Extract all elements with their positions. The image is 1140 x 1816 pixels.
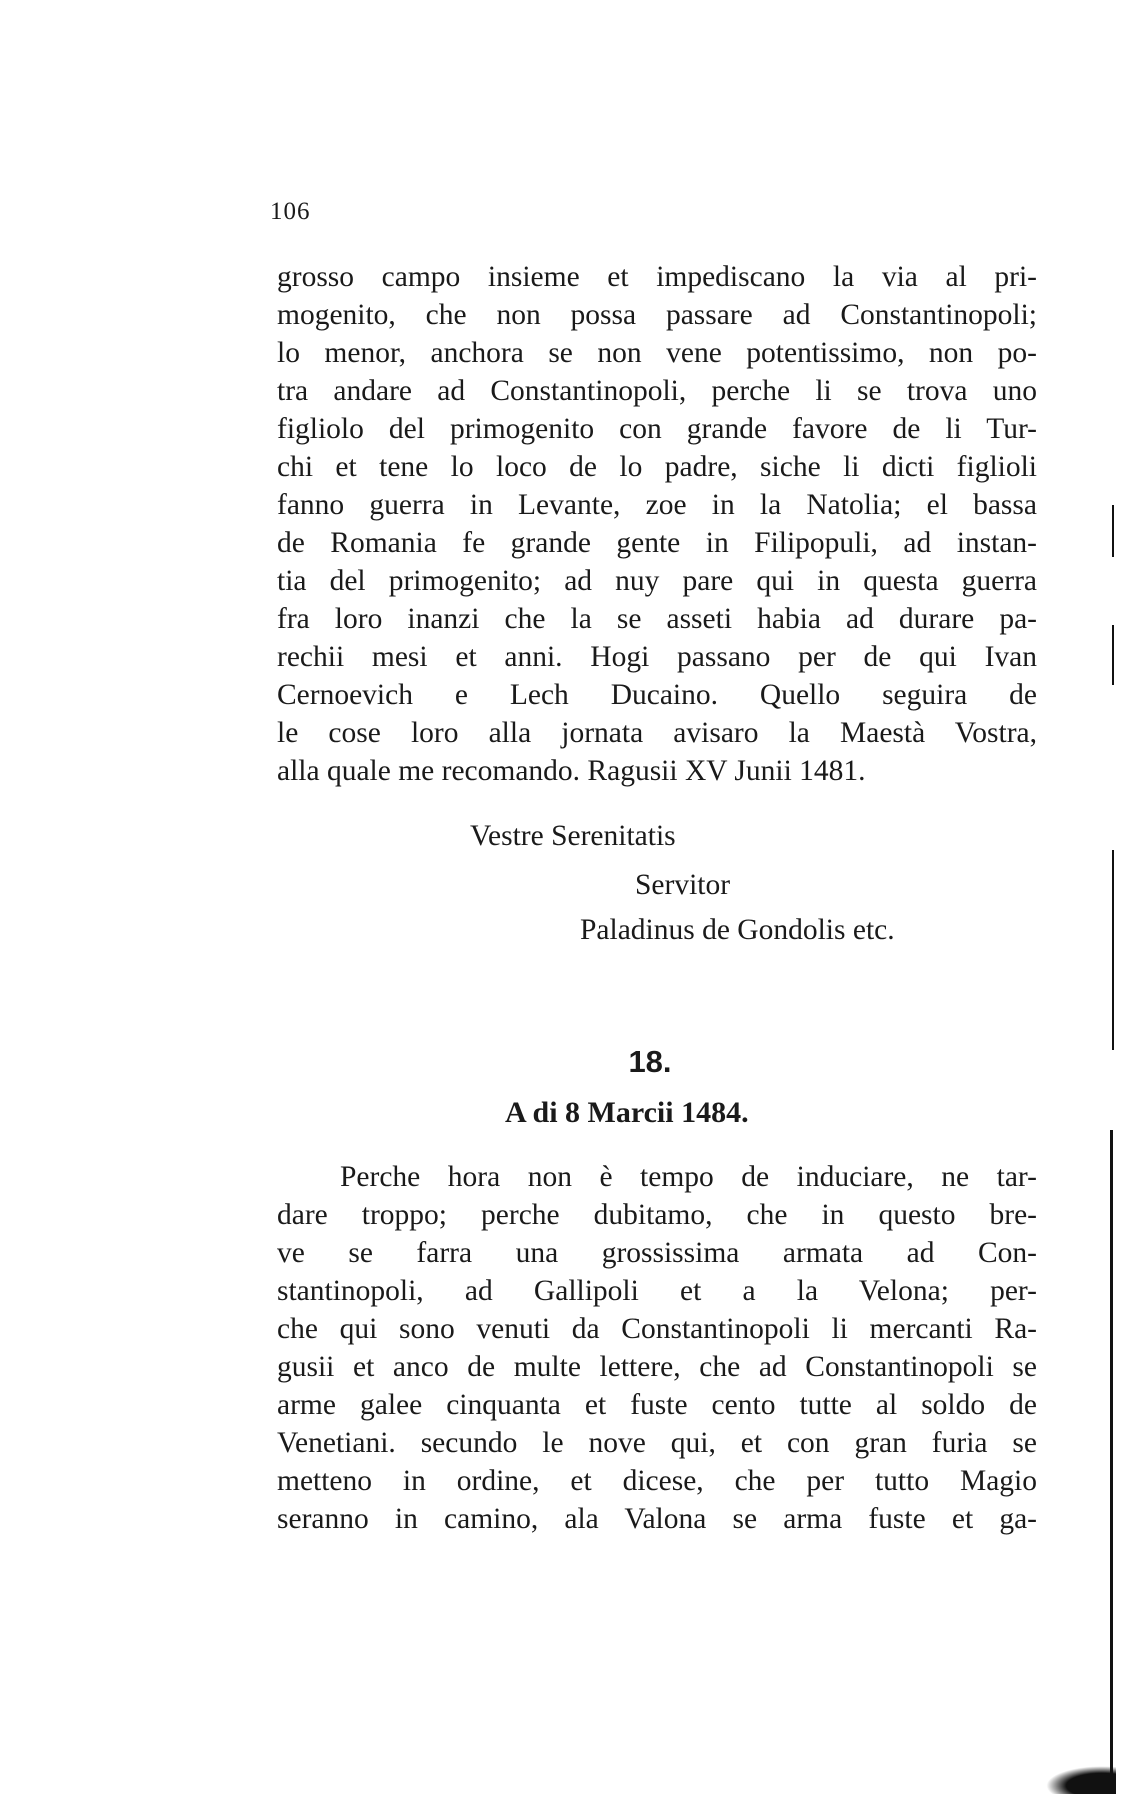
text-line: chi et tene lo loco de lo padre, siche li dicti figlioli	[277, 451, 1037, 483]
text-line: seranno in camino, ala Valona se arma fuste et ga-	[277, 1503, 1037, 1535]
text-line: tia del primogenito; ad nuy pare qui in questa guerra	[277, 565, 1037, 597]
text-line: ve se farra una grossissima armata ad Con-	[277, 1237, 1037, 1269]
scan-corner-blot	[1046, 1766, 1116, 1794]
text-line: stantinopoli, ad Gallipoli et a la Velona; per-	[277, 1275, 1037, 1307]
closing-salutation: Vestre Serenitatis	[470, 820, 676, 852]
text-line: fra loro inanzi che la se asseti habia ad durare pa-	[277, 603, 1037, 635]
text-line: rechii mesi et anni. Hogi passano per de qui Ivan	[277, 641, 1037, 673]
text-line: le cose loro alla jornata avisaro la Maestà Vostra,	[277, 717, 1037, 749]
text-line: fanno guerra in Levante, zoe in la Natolia; el bassa	[277, 489, 1037, 521]
text-line: lo menor, anchora se non vene potentissimo, non po-	[277, 337, 1037, 369]
text-line: dare troppo; perche dubitamo, che in questo bre-	[277, 1199, 1037, 1231]
text-line: figliolo del primogenito con grande favore de li Tur-	[277, 413, 1037, 445]
text-line: Perche hora non è tempo de induciare, ne tar-	[340, 1161, 1037, 1193]
closing-title: Servitor	[635, 869, 731, 901]
text-line: arme galee cinquanta et fuste cento tutte al soldo de	[277, 1389, 1037, 1421]
scan-edge-mark	[1110, 1130, 1113, 1780]
text-line: mogenito, che non possa passare ad Constantinopoli;	[277, 299, 1037, 331]
page-number: 106	[270, 198, 311, 225]
document-date: A di 8 Marcii 1484.	[505, 1096, 749, 1129]
text-line: tra andare ad Constantinopoli, perche li se trova uno	[277, 375, 1037, 407]
text-line: de Romania fe grande gente in Filipopuli, ad instan-	[277, 527, 1037, 559]
text-line: metteno in ordine, et dicese, che per tutto Magio	[277, 1465, 1037, 1497]
closing-signature: Paladinus de Gondolis etc.	[580, 914, 895, 946]
text-line: gusii et anco de multe lettere, che ad Constantinopoli se	[277, 1351, 1037, 1383]
scan-edge-mark	[1112, 625, 1114, 685]
document-number: 18.	[628, 1044, 672, 1079]
text-line: Cernoevich e Lech Ducaino. Quello seguira de	[277, 679, 1037, 711]
text-line: che qui sono venuti da Constantinopoli li mercanti Ra-	[277, 1313, 1037, 1345]
scan-edge-mark	[1112, 850, 1114, 1050]
text-line: Venetiani. secundo le nove qui, et con gran furia se	[277, 1427, 1037, 1459]
text-line: alla quale me recomando. Ragusii XV Junii 1481.	[277, 755, 866, 787]
text-line: grosso campo insieme et impediscano la via al pri-	[277, 261, 1037, 293]
scan-edge-mark	[1112, 505, 1114, 557]
